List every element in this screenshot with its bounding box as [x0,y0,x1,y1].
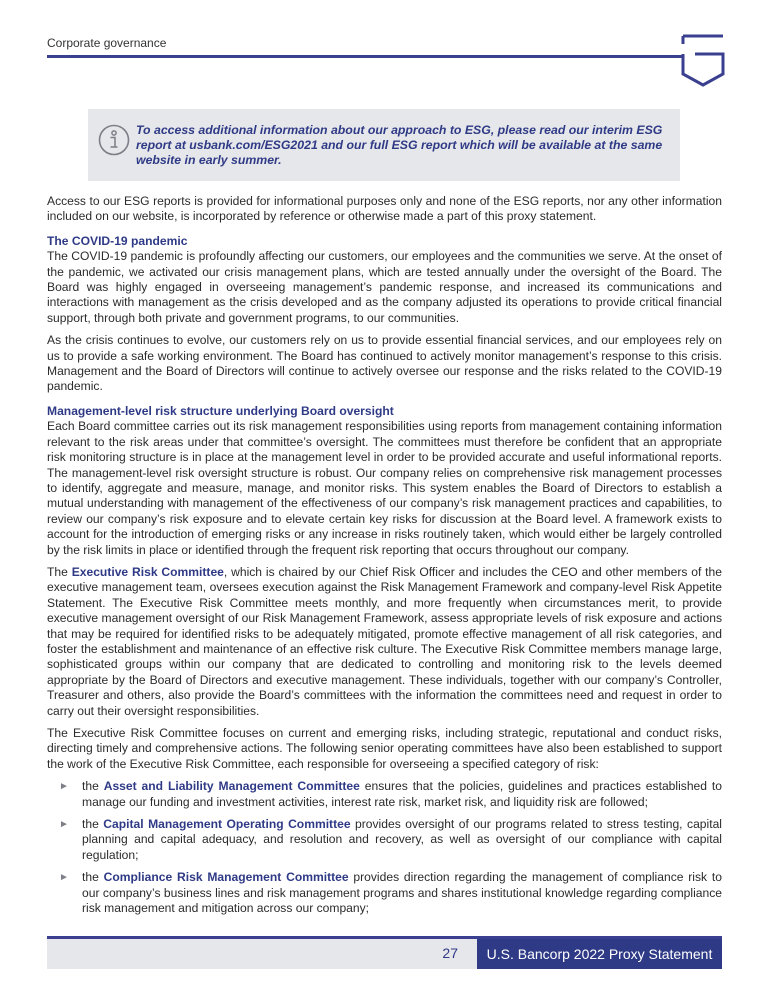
list-item [59,870,722,916]
risk-committee-list [47,779,722,916]
list-item-prefix: the [82,817,104,832]
mgmt-risk-heading: Management-level risk structure underlying Board oversight [47,403,394,418]
triangle-bullet-icon: ► [59,872,69,884]
covid-heading: The COVID-19 pandemic [47,233,188,248]
erc-prefix: The [47,564,72,579]
covid-paragraph-1: The COVID-19 pandemic is profoundly affecting our customers, our employees and the communities we serve. At the onset of the pandemic, we activated our crisis management plans, which are tested annually under the oversight of the Board. The Board was highly engaged in overseeing management’s pandemic response, and increased its communications and interactions with management as the crisis developed and as the company adjusted its operations to provide critical financial support, through both private and government programs, to our communities. [47,249,722,325]
list-item-text: ensures that the policies, guidelines and practices established to manage our funding and investment activities, interest rate risk, market risk, and liquidity risk are followed; [82,779,722,809]
list-item-prefix: the [82,779,104,794]
footer-bar [47,939,477,969]
triangle-bullet-icon: ► [59,781,69,793]
committee-name: Compliance Risk Management Committee [103,870,349,885]
esg-disclaimer: Access to our ESG reports is provided for informational purposes only and none of the ESG reports, nor any other information included on our website, is incorporated by reference or otherwise made a part of this proxy statement. [47,194,722,224]
header-rule [47,55,683,58]
page-number: 27 [442,945,458,961]
info-icon [98,124,130,156]
erc-paragraph-2: The Executive Risk Committee focuses on current and emerging risks, including strategic, reputational and conduct risks, directing timely and comprehensive actions. The following senior operating committees have also been established to support the work of the Executive Risk Committee, each responsible for overseeing a specified category of risk: [47,726,722,771]
erc-rest: , which is chaired by our Chief Risk Officer and includes the CEO and other members of the executive management team, oversees execution against the Risk Management Framework and company-level Risk Appetite Statement. The Executive Risk Committee meets monthly, and more frequently when circumstances merit, to provide executive management oversight of our Risk Management Framework, assess appropriate levels of risk exposure and actions that may be required for identified risks to be adequately mitigated, promote effective management of all risk categories, and foster the establishment and maintenance of an effective risk culture. The Executive Risk Committee members manage large, sophisticated groups within our company that are dedicated to controlling and monitoring risk to the levels deemed appropriate by the Board of Directors and executive management. These individuals, together with our company’s Controller, Treasurer and others, also provide the Board’s committees with the information the committees need and request in order to carry out their oversight responsibilities. [47,564,722,718]
footer-title: U.S. Bancorp 2022 Proxy Statement [477,939,722,969]
triangle-bullet-icon: ► [59,819,69,831]
committee-name: Capital Management Operating Committee [103,817,351,832]
main-content [47,194,722,923]
list-item [59,779,722,810]
erc-name: Executive Risk Committee [71,564,224,579]
shield-logo-icon [681,34,725,88]
mgmt-risk-paragraph: Each Board committee carries out its risk management responsibilities using reports from management containing information relevant to the risk areas under that committee’s oversight. The committees must therefore be confident that an appropriate risk monitoring structure is in place at the management level in order to be provided accurate and useful informational reports. The management-level risk oversight structure is robust. Our company relies on comprehensive risk management processes to identify, aggregate and measure, manage, and monitor risks. This system enables the Board of Directors to establish a mutual understanding with management of the effectiveness of our company’s risk management practices and capabilities, to review our company’s risk exposure and to elevate certain key risks for discussion at the Board level. A framework exists to account for the introduction of emerging risks or any increase in risks routinely taken, which would either be largely controlled by the risk limits in place or identified through the frequent risk reporting that occurs throughout our company. [47,419,722,557]
erc-paragraph-1 [47,565,722,719]
covid-paragraph-2: As the crisis continues to evolve, our customers rely on us to provide essential financial services, and our employees rely on us to provide a safe working environment. The Board has continued to actively monitor management’s response to this crisis. Management and the Board of Directors will continue to actively oversee our response and the risks related to the COVID-19 pandemic. [47,333,722,394]
list-item [59,817,722,863]
list-item-text: provides oversight of our programs related to stress testing, capital planning and capital adequacy, and resolution and recovery, as well as oversight of our compliance with capital regulation; [82,817,722,862]
list-item-text: provides direction regarding the management of compliance risk to our company’s business lines and risk management programs and shares institutional knowledge regarding compliance risk management and mitigation across our company; [82,870,722,916]
committee-name: Asset and Liability Management Committee [103,779,360,794]
esg-callout [88,109,680,181]
section-title: Corporate governance [47,36,167,50]
callout-text: To access additional information about our approach to ESG, please read our interim ESG report at usbank.com/ESG2021 and our full ESG report which will be available at the same website in early summer. [136,123,663,167]
list-item-prefix: the [82,870,104,885]
